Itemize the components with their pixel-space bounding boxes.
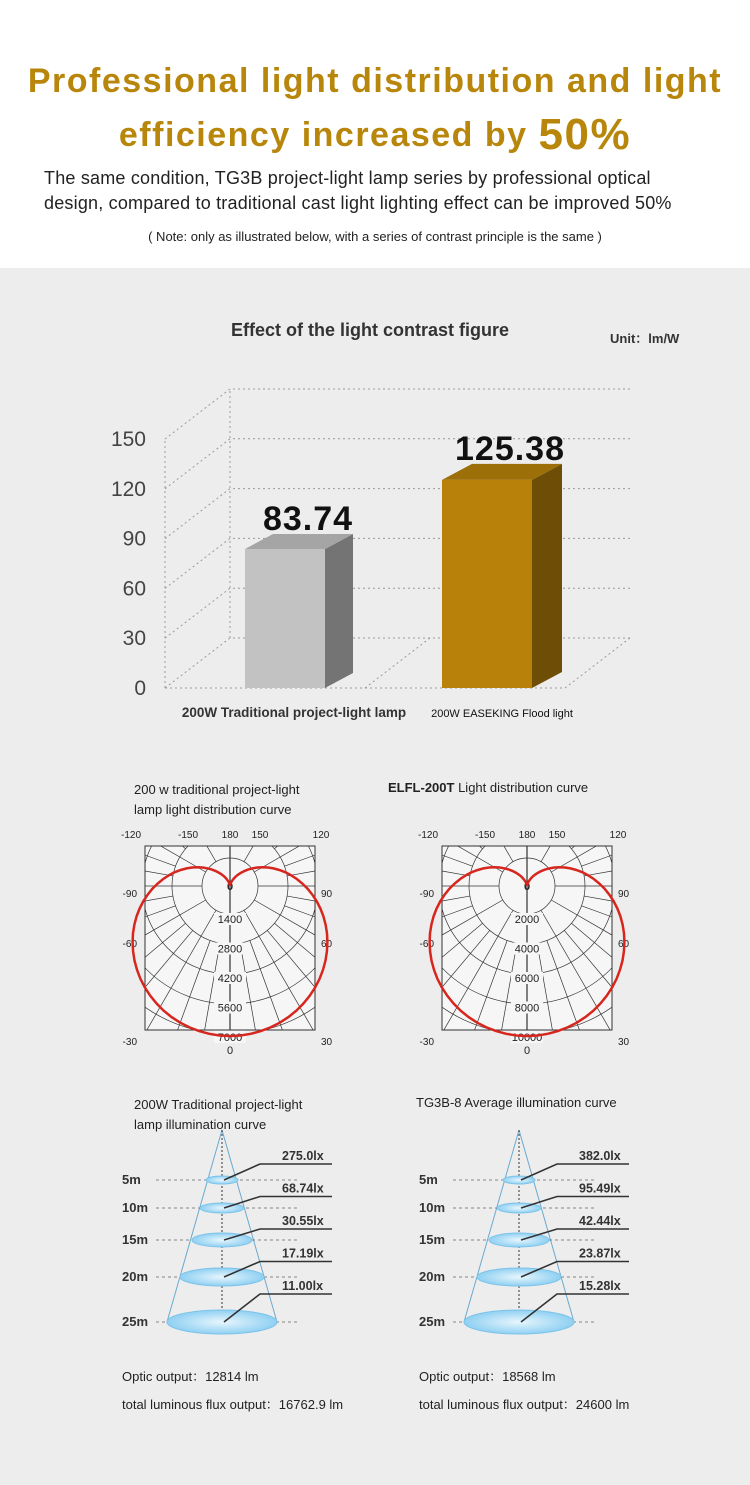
- y-tick-label: 30: [122, 627, 146, 651]
- polar-angle-label: 30: [618, 1037, 630, 1048]
- left-illumination-title-line-1: 200W Traditional project-light: [134, 1097, 303, 1112]
- polar-spoke: [185, 822, 220, 829]
- polar-angle-label: 120: [609, 830, 627, 841]
- illumination-spot: [192, 1233, 252, 1247]
- distance-label: 15m: [419, 1232, 446, 1247]
- illuminance-value: 42.44lx: [579, 1214, 621, 1228]
- left-distribution-title-line-2: lamp light distribution curve: [134, 802, 292, 817]
- illuminance-value: 11.00lx: [282, 1279, 324, 1293]
- left-illumination-title-line-2: lamp illumination curve: [134, 1117, 267, 1132]
- polar-angle-label: -90: [122, 889, 137, 900]
- illumination-spot: [180, 1268, 264, 1286]
- floor-divider: [365, 638, 430, 688]
- polar-angle-label: -30: [122, 1037, 137, 1048]
- polar-center-label: 0: [523, 881, 531, 893]
- distance-label: 20m: [419, 1269, 446, 1284]
- polar-angle-label: -120: [417, 830, 439, 841]
- polar-angle-label: -60: [122, 939, 137, 950]
- bar-value-label: 83.74: [262, 499, 354, 538]
- description-line-1: The same condition, TG3B project-light lamp series by professional optical: [44, 168, 651, 188]
- illumination-spot: [464, 1310, 574, 1334]
- illumination-spot: [477, 1268, 561, 1286]
- polar-angle-label: 120: [312, 830, 330, 841]
- polar-angle-label: -30: [419, 1037, 434, 1048]
- polar-angle-label: 60: [618, 939, 630, 950]
- polar-spoke: [537, 822, 572, 829]
- illuminance-value: 17.19lx: [282, 1246, 324, 1261]
- illuminance-value: 68.74lx: [282, 1181, 324, 1196]
- illuminance-value: 30.55lx: [282, 1214, 324, 1228]
- headline-line-1: Professional light distribution and light: [27, 62, 723, 100]
- distance-label: 25m: [419, 1314, 446, 1329]
- y-tick-label: 150: [110, 428, 146, 451]
- distance-label: 20m: [122, 1269, 149, 1284]
- note-text: ( Note: only as illustrated below, with a series of contrast principle is the same ): [148, 229, 602, 244]
- polar-angle-label: 0: [226, 1045, 234, 1057]
- polar-radial-label: 4000: [514, 943, 540, 956]
- distance-label: 5m: [122, 1172, 141, 1187]
- polar-spoke: [240, 822, 275, 829]
- polar-spoke: [438, 822, 507, 831]
- cone-edge: [464, 1130, 519, 1322]
- right-total-flux: total luminous flux output：24600 lm: [419, 1397, 630, 1412]
- polar-angle-label: 180: [221, 830, 239, 841]
- bar-side-face: [532, 464, 562, 688]
- polar-grid: [110, 822, 350, 1062]
- left-distribution-title-line-1: 200 w traditional project-light: [134, 782, 300, 797]
- right-illumination-title: TG3B-8 Average illumination curve: [416, 1095, 617, 1110]
- distance-label: 10m: [419, 1200, 446, 1215]
- distance-label: 10m: [122, 1200, 149, 1215]
- description-line-2: design, compared to traditional cast light lighting effect can be improved 50%: [44, 193, 672, 213]
- illumination-spot: [206, 1176, 238, 1184]
- illuminance-value: 382.0lx: [579, 1149, 621, 1163]
- left-illumination-cone: [110, 1128, 360, 1348]
- right-distribution-title: [388, 780, 588, 795]
- bar-2: [442, 464, 562, 688]
- y-tick-label: 60: [122, 577, 146, 601]
- left-distribution-title: [134, 780, 299, 820]
- cone-edge: [167, 1130, 222, 1322]
- left-optic-output: Optic output：12814 lm: [122, 1369, 259, 1384]
- left-total-flux: total luminous flux output：16762.9 lm: [122, 1397, 344, 1412]
- polar-radial-label: 7000: [217, 1032, 243, 1044]
- distance-label: 15m: [122, 1232, 149, 1247]
- chart-title: Effect of the light contrast figure: [230, 320, 509, 340]
- polar-angle-label: 0: [523, 1045, 531, 1057]
- bar-chart: [0, 370, 750, 730]
- polar-angle-label: 150: [548, 830, 566, 841]
- y-tick-label: 90: [122, 527, 146, 551]
- illuminance-value: 15.28lx: [579, 1279, 621, 1293]
- polar-spoke: [482, 822, 517, 829]
- illumination-spot: [503, 1176, 535, 1184]
- left-light-distribution-diagram: [110, 822, 350, 1062]
- bar-1: [245, 534, 353, 688]
- illuminance-value: 275.0lx: [282, 1149, 324, 1163]
- bar-side-face: [325, 534, 353, 688]
- cone-edge: [519, 1130, 574, 1322]
- polar-angle-label: 150: [251, 830, 269, 841]
- polar-center-label: 0: [226, 881, 234, 893]
- polar-angle-label: 90: [321, 889, 333, 900]
- right-light-distribution-diagram: [407, 822, 647, 1062]
- category-label: 200W Traditional project-light lamp: [181, 705, 407, 720]
- polar-angle-label: -120: [120, 830, 142, 841]
- y-tick-label: 0: [134, 677, 146, 700]
- polar-angle-label: -60: [419, 939, 434, 950]
- polar-angle-label: 30: [321, 1037, 333, 1048]
- polar-spoke: [141, 822, 210, 831]
- polar-radial-label: 10000: [511, 1032, 543, 1044]
- bar-value-label: 125.38: [455, 429, 565, 468]
- headline-prefix: efficiency increased by: [118, 116, 539, 154]
- polar-angle-label: 60: [321, 939, 333, 950]
- headline-percent: 50%: [538, 110, 632, 159]
- right-distribution-title-model: ELFL-200T: [388, 780, 455, 795]
- illuminance-value: 95.49lx: [579, 1181, 621, 1196]
- polar-spoke: [267, 822, 350, 842]
- cone-edge: [222, 1130, 277, 1322]
- polar-radial-label: 4200: [217, 973, 243, 985]
- value-leader-line: [521, 1164, 629, 1180]
- bar-front-face: [245, 549, 325, 688]
- distance-label: 5m: [419, 1172, 438, 1187]
- polar-radial-label: 2800: [217, 943, 243, 956]
- polar-radial-label: 2000: [514, 914, 540, 926]
- category-label: 200W EASEKING Flood light: [431, 708, 573, 720]
- polar-spoke: [564, 822, 647, 842]
- polar-angle-label: 90: [618, 889, 630, 900]
- polar-grid: [407, 822, 647, 1062]
- right-illumination-cone: [407, 1128, 657, 1348]
- header-section: [0, 0, 750, 268]
- polar-radial-label: 8000: [514, 1002, 540, 1015]
- polar-angle-label: -90: [419, 889, 434, 900]
- value-leader-line: [224, 1164, 332, 1180]
- y-tick-label: 120: [110, 477, 146, 501]
- polar-radial-label: 1400: [217, 914, 243, 926]
- bar-front-face: [442, 480, 532, 688]
- polar-radial-label: 5600: [217, 1002, 243, 1015]
- illuminance-value: 23.87lx: [579, 1246, 621, 1261]
- polar-angle-label: -150: [474, 830, 496, 841]
- illumination-spot: [489, 1233, 549, 1247]
- distance-label: 25m: [122, 1314, 149, 1329]
- headline-line-2: [0, 110, 750, 160]
- back-wall-edges: [165, 389, 230, 688]
- polar-radial-label: 6000: [514, 973, 540, 985]
- polar-angle-label: -150: [177, 830, 199, 841]
- polar-angle-label: 180: [518, 830, 536, 841]
- illumination-spot: [167, 1310, 277, 1334]
- right-distribution-title-rest: Light distribution curve: [454, 780, 589, 795]
- chart-unit: Unit：lm/W: [610, 331, 680, 346]
- right-optic-output: Optic output：18568 lm: [419, 1369, 556, 1384]
